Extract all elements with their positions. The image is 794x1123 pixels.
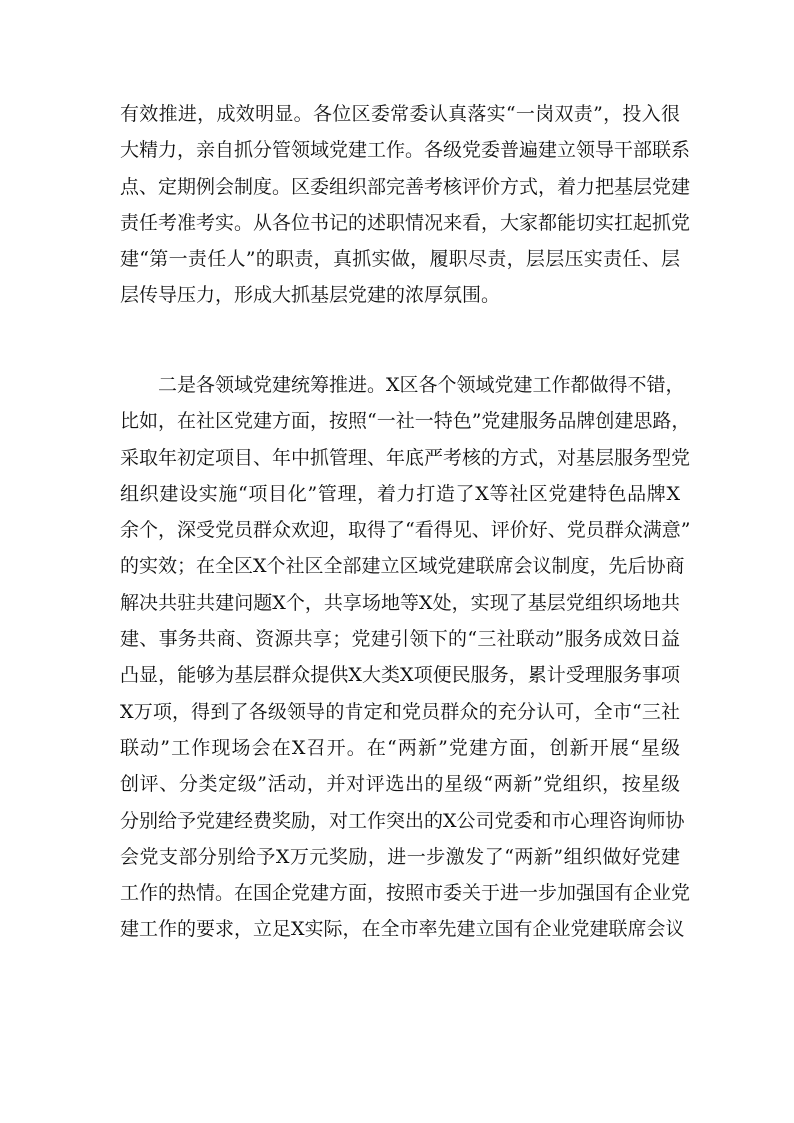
text-line: 创评、分类定级”活动，并对评选出的星级“两新”党组织，按星级 — [120, 773, 680, 796]
paragraph-domain-party-building — [120, 367, 691, 948]
text-line: 工作的热情。在国企党建方面，按照市委关于进一步加强国有企业党 — [120, 882, 691, 905]
paragraph-party-building-responsibility — [120, 96, 691, 314]
text-line: 层传导压力，形成大抓基层党建的浓厚氛围。 — [120, 284, 501, 307]
text-line: 会党支部分别给予X万元奖励，进一步激发了“两新”组织做好党建 — [120, 845, 680, 868]
text-line: 建工作的要求，立足X实际，在全市率先建立国有企业党建联席会议 — [120, 918, 685, 941]
text-line: 联动”工作现场会在X召开。在“两新”党建方面，创新开展“星级 — [120, 736, 680, 759]
text-line: 组织建设实施“项目化”管理，着力打造了X等社区党建特色品牌X — [120, 482, 680, 505]
text-line: 凸显，能够为基层群众提供X大类X项便民服务，累计受理服务事项 — [120, 664, 680, 687]
text-line: 采取年初定项目、年中抓管理、年底严考核的方式，对基层服务型党 — [120, 446, 691, 469]
text-line: 有效推进，成效明显。各位区委常委认真落实“一岗双责”，投入很 — [120, 103, 680, 125]
text-line: 余个，深受党员群众欢迎，取得了“看得见、评价好、党员群众满意” — [120, 519, 691, 542]
text-line: 的实效；在全区X个社区全部建立区域党建联席会议制度，先后协商 — [120, 555, 685, 578]
text-line: 大精力，亲自抓分管领域党建工作。各级党委普遍建立领导干部联系 — [120, 139, 691, 162]
text-line: 建“第一责任人”的职责，真抓实做，履职尽责，层层压实责任、层 — [120, 248, 680, 271]
text-line: 点、定期例会制度。区委组织部完善考核评价方式，着力把基层党建 — [120, 175, 691, 198]
text-line: 分别给予党建经费奖励，对工作突出的X公司党委和市心理咨询师协 — [120, 809, 685, 832]
text-line: X万项，得到了各级领导的肯定和党员群众的充分认可，全市“三社 — [120, 700, 680, 723]
text-line: 二是各领域党建统筹推进。X区各个领域党建工作都做得不错， — [158, 374, 685, 396]
text-line: 解决共驻共建问题X个，共享场地等X处，实现了基层党组织场地共 — [120, 591, 680, 614]
text-line: 责任考准考实。从各位书记的述职情况来看，大家都能切实扛起抓党 — [120, 211, 691, 234]
text-line: 比如，在社区党建方面，按照“一社一特色”党建服务品牌创建思路， — [120, 410, 691, 433]
text-line: 建、事务共商、资源共享；党建引领下的“三社联动”服务成效日益 — [120, 628, 680, 651]
